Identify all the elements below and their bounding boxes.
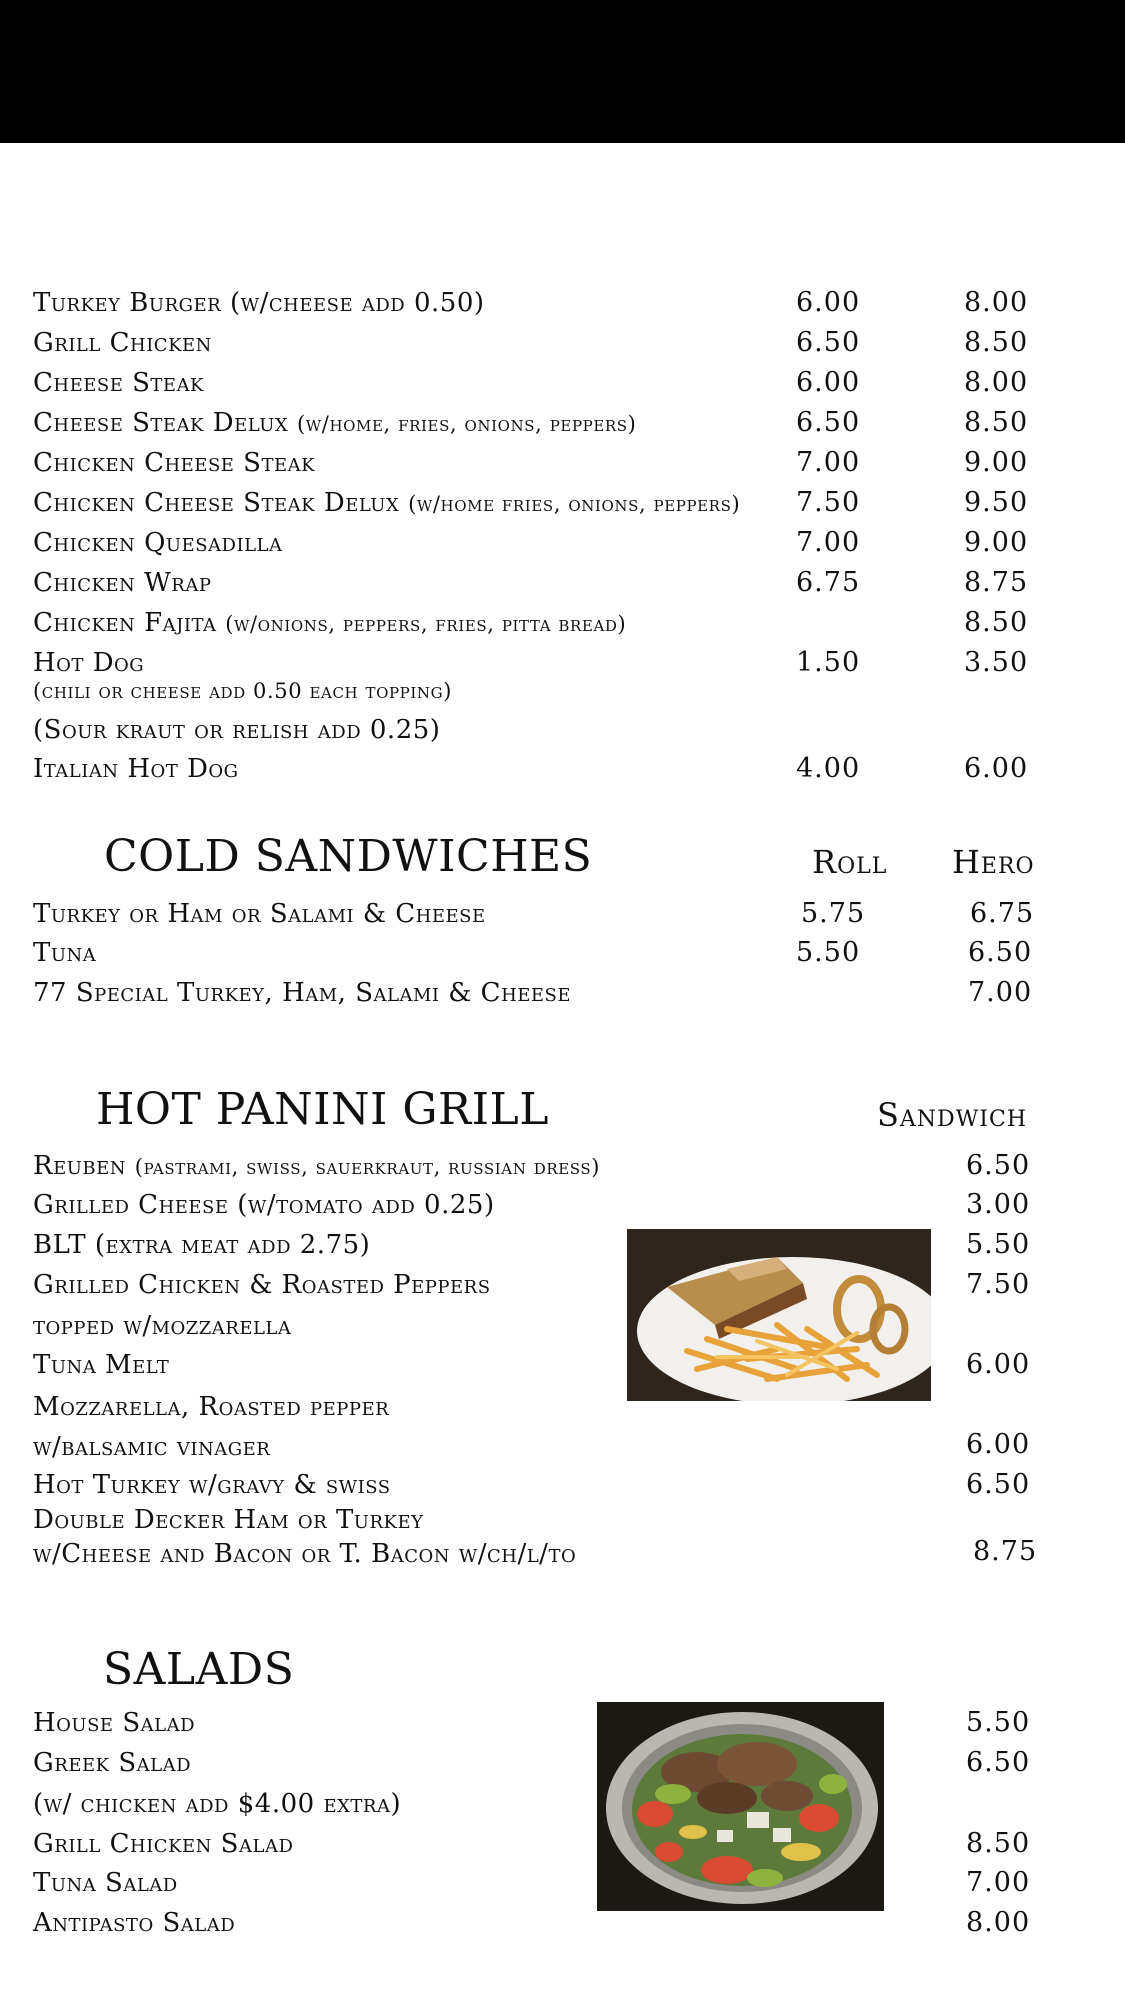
menu-item: [33, 899, 486, 929]
menu-item: [33, 1392, 389, 1422]
section-title-hot-panini-grill: HOT PANINI GRILL: [96, 1084, 549, 1135]
menu-item: [33, 1829, 293, 1859]
item-name: Turkey or Ham or Salami & Cheese: [33, 899, 486, 929]
menu-item: [33, 1908, 235, 1938]
item-name: Tuna Salad: [33, 1868, 178, 1898]
item-note: (w/tomato add 0.25): [237, 1190, 495, 1220]
price-sandwich: 6.00: [966, 1349, 1031, 1380]
price-col2: 8.00: [964, 367, 1029, 398]
item-name: Chicken Wrap: [33, 568, 212, 598]
price-col1: 7.00: [796, 447, 861, 478]
menu-item: [33, 938, 96, 968]
menu-item: [33, 978, 571, 1008]
item-name: Grill Chicken: [33, 328, 212, 358]
menu-item: [33, 1708, 195, 1738]
price-sandwich: 3.00: [966, 1189, 1031, 1220]
item-name: Tuna Melt: [33, 1350, 170, 1380]
price-roll: 5.50: [796, 937, 861, 968]
column-header-roll: Roll: [812, 843, 888, 881]
price-col2: 8.00: [964, 287, 1029, 318]
item-note: (extra meat add 2.75): [94, 1230, 371, 1260]
hot-dog-kraut-note: (Sour kraut or relish add 0.25): [33, 715, 441, 745]
item-note: (w/home, fries, onions, peppers): [296, 412, 637, 436]
menu-item: [33, 608, 626, 639]
price-col1: 7.50: [796, 487, 861, 518]
price-col1: 6.75: [796, 567, 861, 598]
item-name: Chicken Fajita: [33, 608, 217, 638]
item-name: w/balsamic vinager: [33, 1432, 271, 1462]
menu-item: [33, 1270, 491, 1300]
item-note: (w/onions, peppers, fries, pitta bread): [225, 612, 627, 636]
item-name: Tuna: [33, 938, 97, 968]
price-sandwich: 7.50: [966, 1269, 1031, 1300]
price: 7.00: [966, 1867, 1031, 1898]
item-name: topped w/mozzarella: [33, 1311, 292, 1341]
salad-bowl-photo: [597, 1702, 884, 1911]
menu-item: [33, 1505, 424, 1535]
price-col1: 1.50: [796, 647, 861, 678]
item-name: Hot Dog: [33, 648, 145, 678]
price-col1: 7.00: [796, 527, 861, 558]
price-col2: 6.00: [964, 753, 1029, 784]
item-name: Hot Turkey w/gravy & swiss: [33, 1470, 391, 1500]
panini-fries-photo: [627, 1229, 931, 1401]
price: 8.50: [966, 1828, 1031, 1859]
price-col2: 9.00: [964, 447, 1029, 478]
item-name: Italian Hot Dog: [33, 754, 239, 784]
price-sandwich: 5.50: [966, 1229, 1031, 1260]
price: 8.00: [966, 1907, 1031, 1938]
item-note: (pastrami, swiss, sauerkraut, russian dress): [134, 1155, 601, 1179]
column-header-hero: Hero: [952, 843, 1035, 881]
chicken-addon-note: (w/ chicken add $4.00 extra): [33, 1789, 402, 1819]
item-name: Antipasto Salad: [33, 1908, 236, 1938]
price: 5.50: [966, 1707, 1031, 1738]
item-name: Grilled Chicken & Roasted Peppers: [33, 1270, 491, 1300]
item-name: Chicken Quesadilla: [33, 528, 283, 558]
price-sandwich: 8.75: [973, 1536, 1038, 1567]
price: 6.50: [966, 1747, 1031, 1778]
price-roll: 5.75: [801, 898, 866, 929]
menu-item: [33, 408, 636, 439]
price-col1: 6.00: [796, 367, 861, 398]
menu-item-continuation: [33, 1539, 576, 1569]
menu-item: [33, 1190, 495, 1220]
menu-item-continuation: [33, 1311, 291, 1341]
hot-dog-topping-note: (chili or cheese add 0.50 each topping): [33, 679, 452, 703]
price-sandwich: 6.50: [966, 1469, 1031, 1500]
item-name: 77 Special Turkey, Ham, Salami & Cheese: [33, 978, 572, 1008]
price-sandwich: 6.00: [966, 1429, 1031, 1460]
price-hero: 6.50: [968, 937, 1033, 968]
section-title-cold-sandwiches: COLD SANDWICHES: [104, 831, 593, 882]
menu-item: [33, 568, 211, 598]
price-hero: 7.00: [968, 977, 1033, 1008]
column-header-sandwich: Sandwich: [877, 1096, 1028, 1134]
menu-item: [33, 1151, 600, 1182]
menu-item: [33, 1350, 169, 1380]
item-name: Reuben: [33, 1151, 127, 1181]
menu-item: [33, 368, 204, 398]
item-name: w/Cheese and Bacon or T. Bacon w/ch/l/to: [33, 1539, 577, 1569]
header-black-band: [0, 0, 1125, 143]
price-col1: 6.50: [796, 327, 861, 358]
menu-item: [33, 1748, 191, 1778]
menu-note: [33, 715, 440, 745]
item-name: Chicken Cheese Steak: [33, 448, 316, 478]
item-name: Cheese Steak: [33, 368, 205, 398]
price-col2: 8.75: [964, 567, 1029, 598]
menu-item: [33, 448, 315, 478]
item-note: (w/cheese add 0.50): [229, 288, 485, 318]
price-col1: 4.00: [796, 753, 861, 784]
item-name: Mozzarella, Roasted pepper: [33, 1392, 390, 1422]
item-name: Cheese Steak Delux: [33, 408, 289, 438]
menu-item: [33, 754, 239, 784]
menu-item: [33, 288, 485, 318]
price-col2: 3.50: [964, 647, 1029, 678]
item-name: Chicken Cheese Steak Delux: [33, 488, 400, 518]
price-col2: 8.50: [964, 407, 1029, 438]
item-name: House Salad: [33, 1708, 196, 1738]
price-col1: 6.00: [796, 287, 861, 318]
price-col2: 9.00: [964, 527, 1029, 558]
price-sandwich: 6.50: [966, 1150, 1031, 1181]
menu-item: [33, 528, 282, 558]
menu-item-continuation: [33, 1432, 270, 1462]
item-name: Double Decker Ham or Turkey: [33, 1505, 424, 1535]
menu-item: [33, 328, 212, 358]
menu-note: [33, 675, 452, 706]
menu-item: [33, 1868, 178, 1898]
price-col2: 8.50: [964, 607, 1029, 638]
item-name: Grill Chicken Salad: [33, 1829, 294, 1859]
menu-note: [33, 1789, 401, 1819]
section-title-salads: SALADS: [103, 1644, 295, 1695]
item-name: BLT: [33, 1230, 87, 1260]
menu-item: [33, 1230, 370, 1260]
price-hero: 6.75: [970, 898, 1035, 929]
price-col2: 8.50: [964, 327, 1029, 358]
menu-item: [33, 1470, 391, 1500]
menu-item: [33, 648, 144, 678]
item-name: Greek Salad: [33, 1748, 192, 1778]
price-col1: 6.50: [796, 407, 861, 438]
item-name: Turkey Burger: [33, 288, 222, 318]
menu-item: [33, 488, 740, 519]
price-col2: 9.50: [964, 487, 1029, 518]
item-name: Grilled Cheese: [33, 1190, 229, 1220]
item-note: (w/home fries, onions, peppers): [408, 492, 741, 516]
